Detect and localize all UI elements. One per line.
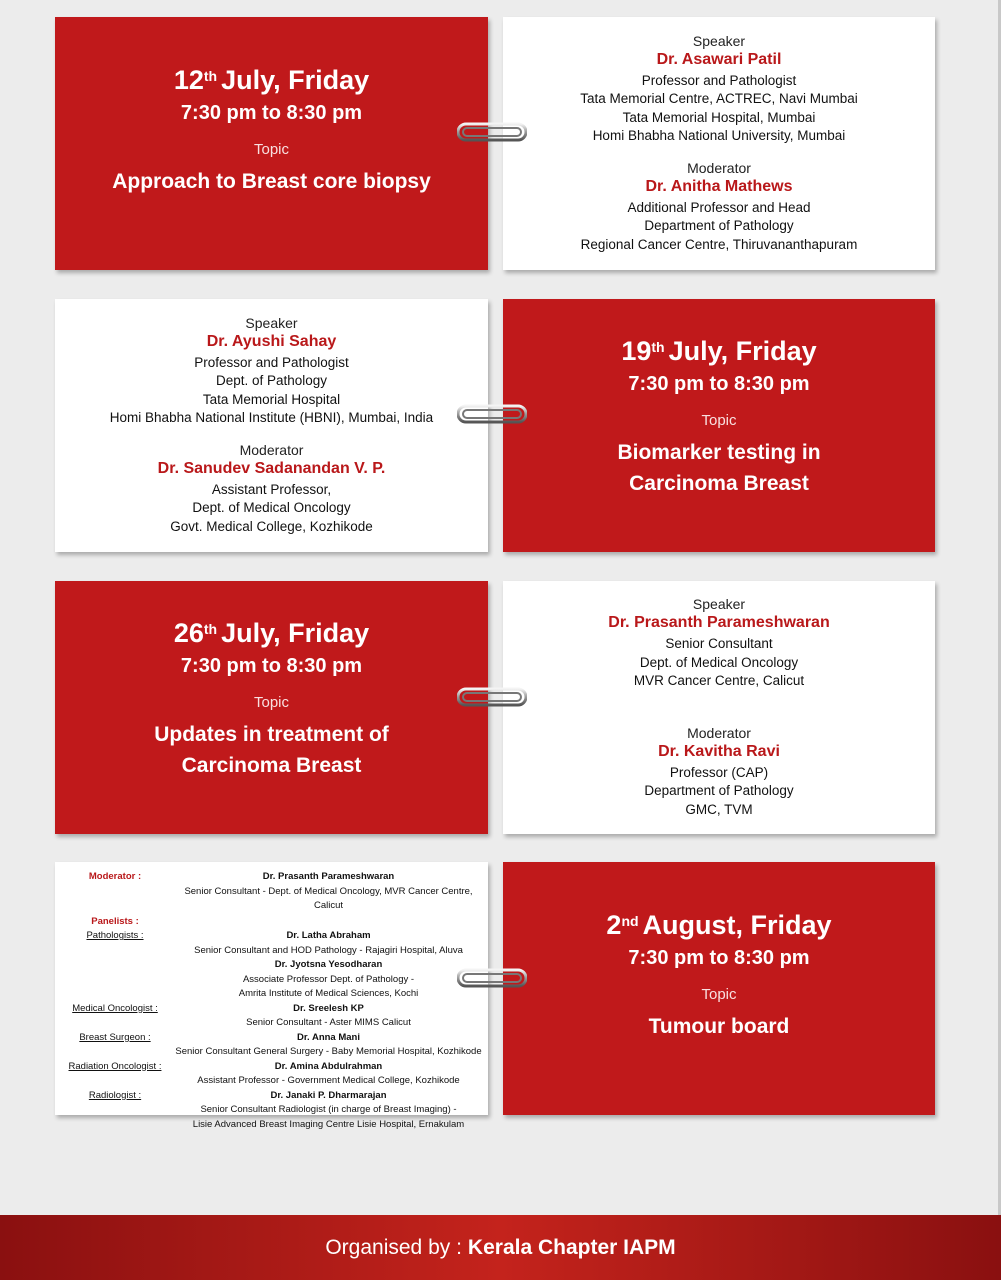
speaker-label: Speaker — [692, 32, 746, 49]
session-date: 19th July, Friday — [621, 335, 817, 366]
topic-label: Topic — [701, 411, 737, 429]
session-topic: Approach to Breast core biopsy — [112, 170, 431, 193]
binder-ring-icon — [457, 404, 527, 424]
speaker-detail: Tata Memorial Hospital — [202, 391, 341, 407]
session-date: 2nd August, Friday — [606, 910, 832, 940]
moderator-name: Dr. Anitha Mathews — [645, 177, 793, 195]
panelist-specialty — [55, 987, 169, 1002]
moderator-label: Moderator — [239, 441, 304, 458]
moderator-detail: Regional Cancer Centre, Thiruvananthapuram — [580, 236, 858, 252]
speaker-detail: Dept. of Pathology — [215, 373, 328, 389]
panelist-specialty — [55, 1016, 169, 1031]
panelist-row — [55, 1118, 488, 1133]
panelist-specialty — [55, 1074, 169, 1089]
session-1-speaker-card — [503, 17, 935, 270]
speaker-detail: Professor and Pathologist — [194, 354, 349, 370]
binder-ring-icon — [457, 687, 527, 707]
topic-label: Topic — [253, 141, 290, 158]
panelist-detail: Assistant Professor - Government Medical College, Kozhikode — [197, 1075, 460, 1086]
speaker-detail: Professor and Pathologist — [641, 72, 797, 88]
organiser-name: Kerala Chapter IAPM — [467, 1235, 676, 1259]
panelist-row — [55, 1060, 488, 1075]
panelist-specialty — [55, 973, 169, 988]
panelist-row — [55, 1016, 488, 1031]
moderator-name: Dr. Kavitha Ravi — [658, 742, 780, 760]
session-3-date-card — [55, 581, 488, 834]
session-topic: Tumour board — [648, 1015, 790, 1038]
panelist-specialty: Radiologist : — [88, 1089, 142, 1101]
footer-banner — [0, 1215, 1001, 1280]
moderator-name: Dr. Sanudev Sadanandan V. P. — [157, 459, 386, 477]
panel-moderator-name: Dr. Prasanth Parameshwaran — [262, 871, 395, 882]
speaker-detail: Senior Consultant — [665, 636, 773, 651]
speaker-name: Dr. Prasanth Parameshwaran — [608, 614, 830, 631]
panelist-detail: Lisie Advanced Breast Imaging Centre Lisie Hospital, Ernakulam — [192, 1118, 465, 1130]
speaker-detail: Tata Memorial Hospital, Mumbai — [622, 109, 816, 125]
panelist-specialty — [55, 944, 169, 959]
speaker-name: Dr. Asawari Patil — [656, 50, 782, 68]
panelist-name: Dr. Amina Abdulrahman — [274, 1060, 383, 1072]
panelist-detail: Senior Consultant General Surgery - Baby Memorial Hospital, Kozhikode — [175, 1046, 482, 1057]
panel-row — [55, 885, 488, 914]
tumour-board-panel-card — [55, 862, 488, 1130]
speaker-label: Speaker — [692, 596, 746, 612]
panelist-name: Dr. Janaki P. Dharmarajan — [270, 1089, 387, 1101]
moderator-detail: Professor (CAP) — [669, 764, 769, 780]
panelist-specialty: Breast Surgeon : — [79, 1031, 151, 1043]
panelist-row — [55, 1031, 488, 1046]
moderator-detail: Govt. Medical College, Kozhikode — [170, 518, 373, 534]
panelist-name: Dr. Anna Mani — [297, 1031, 360, 1043]
binder-ring-icon — [457, 968, 527, 988]
moderator-label: Moderator — [687, 724, 751, 741]
panel-moderator-desc: Senior Consultant - Dept. of Medical Oncology, MVR Cancer Centre, Calicut — [184, 885, 473, 911]
panelist-specialty: Pathologists : — [86, 930, 144, 941]
session-4-date-card — [503, 862, 935, 1115]
panel-moderator-row — [55, 870, 488, 885]
speaker-detail: Homi Bhabha National University, Mumbai — [592, 128, 846, 144]
panelist-detail: Senior Consultant and HOD Pathology - Rajagiri Hospital, Aluva — [194, 944, 463, 956]
panelist-row — [55, 944, 488, 959]
session-2-date-card — [503, 299, 935, 552]
session-date: 26th July, Friday — [173, 617, 370, 648]
session-time: 7:30 pm to 8:30 pm — [180, 654, 363, 677]
speaker-detail: Tata Memorial Centre, ACTREC, Navi Mumbai — [580, 91, 858, 107]
panelist-row — [55, 1074, 488, 1089]
panelist-detail: Senior Consultant - Aster MIMS Calicut — [246, 1017, 411, 1028]
panelist-specialty: Radiation Oncologist : — [68, 1060, 162, 1072]
panelist-row — [55, 929, 488, 944]
panelist-name: Dr. Latha Abraham — [286, 930, 371, 941]
panelist-row — [55, 1103, 488, 1118]
speaker-detail: Dept. of Medical Oncology — [639, 654, 799, 670]
panelist-row — [55, 987, 488, 1002]
panelist-detail: Amrita Institute of Medical Sciences, Kochi — [238, 988, 419, 999]
panelist-row — [55, 1002, 488, 1017]
topic-label: Topic — [701, 986, 737, 1003]
session-date: 12th July, Friday — [173, 65, 370, 95]
speaker-detail: MVR Cancer Centre, Calicut — [633, 673, 805, 688]
panelist-name: Dr. Jyotsna Yesodharan — [274, 959, 383, 970]
panelist-detail: Associate Professor Dept. of Pathology - — [242, 973, 415, 985]
session-time: 7:30 pm to 8:30 pm — [628, 372, 810, 395]
binder-ring-icon — [457, 122, 527, 142]
panelist-specialty — [55, 1118, 169, 1133]
moderator-detail: Department of Pathology — [644, 783, 794, 798]
panel-panelists-row — [55, 915, 488, 930]
session-1-date-card — [55, 17, 488, 270]
moderator-detail: Department of Pathology — [644, 218, 794, 234]
session-topic: Biomarker testing in Carcinoma Breast — [617, 440, 821, 495]
moderator-detail: GMC, TVM — [685, 801, 753, 817]
moderator-detail: Dept. of Medical Oncology — [192, 500, 351, 516]
panelist-row — [55, 958, 488, 973]
moderator-detail: Additional Professor and Head — [627, 199, 811, 215]
panelist-detail: Senior Consultant Radiologist (in charge of Breast Imaging) - — [200, 1104, 457, 1115]
session-3-speaker-card — [503, 581, 935, 834]
speaker-name: Dr. Ayushi Sahay — [206, 332, 337, 350]
panel-panelists-label: Panelists : — [91, 915, 139, 927]
session-time: 7:30 pm to 8:30 pm — [180, 102, 363, 124]
panelist-name: Dr. Sreelesh KP — [293, 1002, 364, 1014]
panelist-list — [55, 929, 488, 1132]
topic-label: Topic — [253, 693, 290, 711]
speaker-label: Speaker — [245, 314, 298, 331]
panelist-row — [55, 1089, 488, 1104]
moderator-detail: Assistant Professor, — [211, 481, 332, 497]
panelist-specialty: Medical Oncologist : — [72, 1002, 158, 1014]
panelist-row — [55, 973, 488, 988]
panelist-specialty — [55, 1103, 169, 1118]
moderator-label: Moderator — [687, 159, 751, 176]
session-2-speaker-card — [55, 299, 488, 552]
panel-moderator-label: Moderator : — [88, 871, 142, 882]
speaker-detail: Homi Bhabha National Institute (HBNI), Mumbai, India — [109, 410, 434, 426]
session-topic: Updates in treatment of Carcinoma Breast — [154, 722, 389, 777]
panelist-row — [55, 1045, 488, 1060]
organised-by-label: Organised by : — [325, 1235, 462, 1259]
session-time: 7:30 pm to 8:30 pm — [628, 947, 810, 969]
panelist-specialty — [55, 1045, 169, 1060]
panelist-specialty — [55, 958, 169, 973]
